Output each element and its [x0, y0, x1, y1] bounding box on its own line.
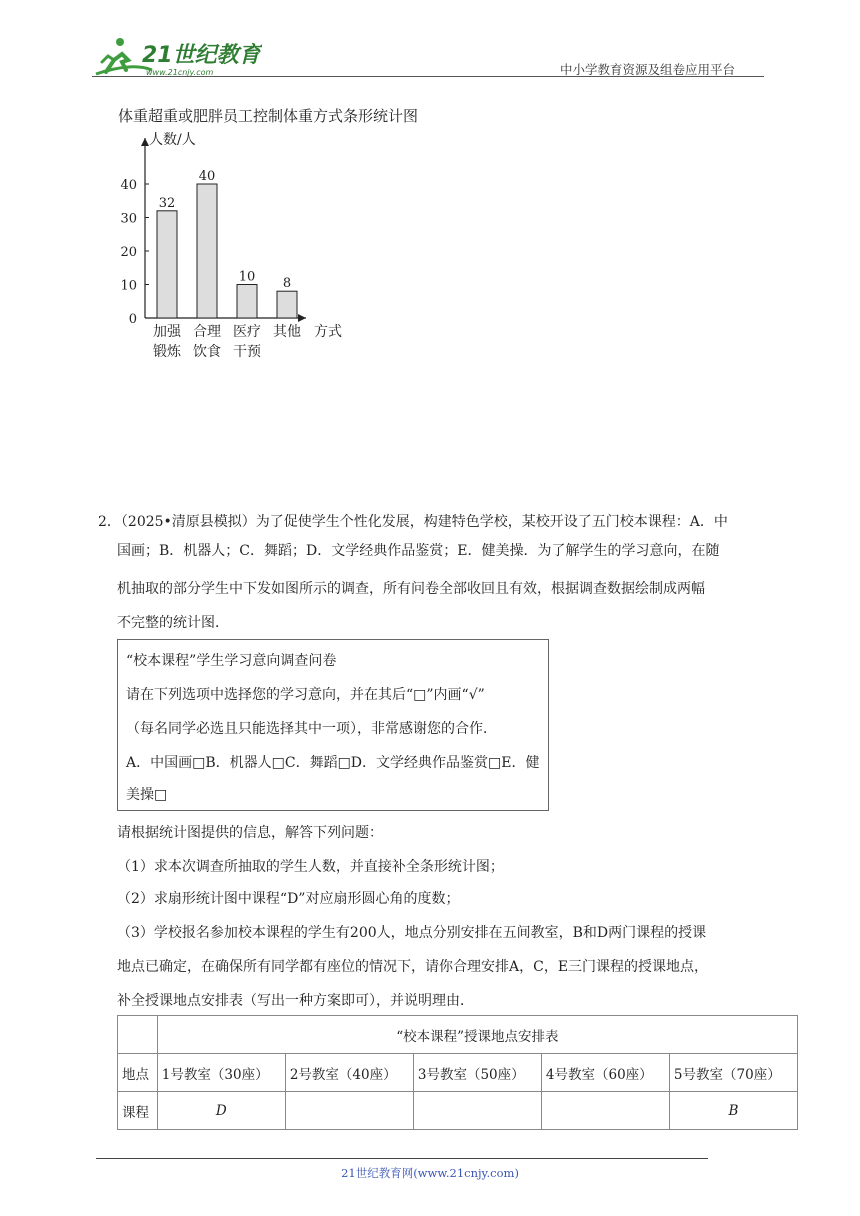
- table-title: “校本课程”授课地点安排表: [157, 1016, 797, 1054]
- row-label-course: 课程: [118, 1092, 158, 1130]
- footer-divider: [96, 1158, 708, 1159]
- problem-line: 不完整的统计图．: [117, 615, 229, 631]
- question-3-cont: 补全授课地点安排表（写出一种方案即可），并说明理由．: [117, 993, 474, 1009]
- bar-value-label: 40: [198, 169, 216, 184]
- y-axis-label: 人数/人: [149, 132, 196, 148]
- chart-title: 体重超重或肥胖员工控制体重方式条形统计图: [118, 107, 419, 125]
- room-cell: 3号教室（50座）: [413, 1054, 541, 1092]
- room-cell: 2号教室（40座）: [285, 1054, 413, 1092]
- question-3: （3）学校报名参加校本课程的学生有200人，地点分别安排在五间教室，B和D两门课程的授课: [117, 925, 707, 941]
- table-row: [118, 1054, 798, 1092]
- y-tick-label: 0: [128, 312, 137, 327]
- room-cell: 4号教室（60座）: [541, 1054, 669, 1092]
- course-cell: B: [669, 1092, 797, 1130]
- table-row: [118, 1092, 798, 1130]
- bar-value-label: 8: [282, 276, 292, 292]
- survey-title: “校本课程”学生学习意向调查问卷: [126, 653, 337, 669]
- x-tick-label: 饮食: [193, 344, 221, 360]
- bar: [237, 285, 257, 319]
- x-tick-label: 合理: [193, 324, 221, 340]
- x-tick-label: 医疗: [233, 324, 261, 340]
- bar: [277, 291, 297, 318]
- question-3-cont: 地点已确定，在确保所有同学都有座位的情况下，请你合理安排A，C，E三门课程的授课地点，: [117, 959, 709, 975]
- room-cell: 1号教室（30座）: [157, 1054, 285, 1092]
- site-logo: [92, 32, 262, 80]
- question-2: （2）求扇形统计图中课程“D”对应扇形圆心角的度数；: [117, 891, 460, 907]
- y-tick-label: 10: [120, 278, 137, 294]
- y-tick-label: 20: [120, 245, 137, 260]
- logo-text: 21世纪教育: [142, 43, 261, 68]
- bar: [197, 184, 217, 318]
- bar: [157, 211, 177, 318]
- survey-line: A．中国画□B．机器人□C．舞蹈□D．文学经典作品鉴赏□E．健: [126, 755, 540, 771]
- table-row: [118, 1016, 798, 1054]
- y-tick-label: 30: [120, 211, 137, 227]
- x-tick-label: 加强: [153, 324, 181, 340]
- question-1: （1）求本次调查所抽取的学生人数，并直接补全条形统计图；: [117, 859, 504, 875]
- survey-line: 请在下列选项中选择您的学习意向，并在其后“□”内画“√”: [126, 687, 485, 703]
- y-tick-label: 40: [120, 178, 137, 193]
- y-axis-arrow: [141, 138, 149, 146]
- x-tick-label: 其他: [273, 324, 301, 340]
- question-intro: 请根据统计图提供的信息，解答下列问题：: [117, 825, 383, 841]
- bar-value-label: 10: [238, 269, 256, 285]
- bar-value-label: 32: [158, 195, 176, 211]
- x-tick-label: 锻炼: [153, 344, 181, 360]
- logo-subtext: www.21cnjy.com: [146, 68, 214, 77]
- course-cell: [541, 1092, 669, 1130]
- x-axis-arrow: [298, 314, 306, 322]
- course-cell: [285, 1092, 413, 1130]
- problem-line: 2．（2025•清原县模拟）为了促使学生个性化发展，构建特色学校，某校开设了五门校本课程：A．中: [98, 514, 728, 530]
- bar-chart: [108, 100, 468, 370]
- survey-line: （每名同学必选且只能选择其中一项），非常感谢您的合作．: [126, 721, 497, 737]
- problem-line: 机抽取的部分学生中下发如图所示的调查，所有问卷全部收回且有效，根据调查数据绘制成两幅: [117, 581, 705, 597]
- header-platform-text: 中小学教育资源及组卷应用平台: [560, 62, 736, 77]
- x-axis-label: 方式: [314, 324, 342, 340]
- course-cell: [413, 1092, 541, 1130]
- problem-line: 国画；B．机器人；C．舞蹈；D．文学经典作品鉴赏；E．健美操．为了解学生的学习意向，在随: [117, 543, 720, 559]
- room-cell: 5号教室（70座）: [669, 1054, 797, 1092]
- header-divider: [92, 76, 764, 77]
- x-tick-label: 干预: [233, 344, 261, 360]
- footer-link[interactable]: 21世纪教育网(www.21cnjy.com): [341, 1166, 519, 1180]
- table-cell: [118, 1016, 158, 1054]
- survey-box: [117, 639, 549, 811]
- schedule-table: [117, 1015, 798, 1130]
- survey-line: 美操□: [126, 787, 168, 803]
- course-cell: D: [157, 1092, 285, 1130]
- row-label-location: 地点: [118, 1054, 158, 1092]
